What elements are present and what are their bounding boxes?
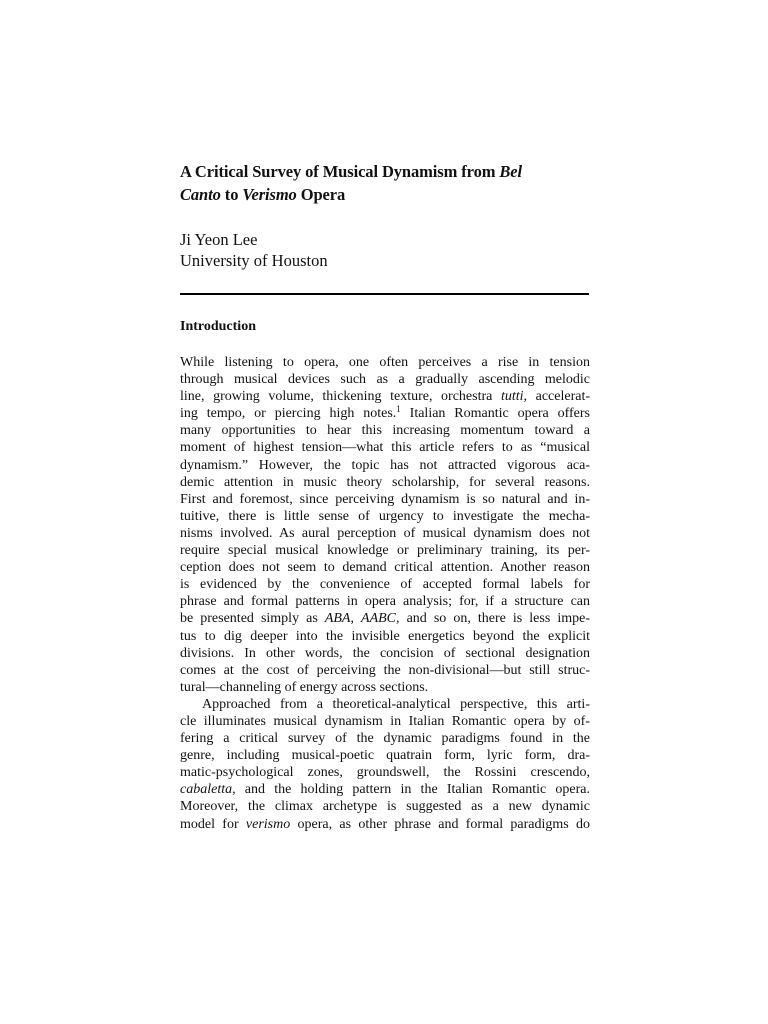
text-line: Moreover, the climax archetype is suggested as a new dynamic [180,799,590,815]
text-line: moment of highest tension—what this article refers to as “musical [180,440,590,456]
title-italic-verismo: Verismo [242,185,297,204]
title-text: A Critical Survey of Musical Dynamism from [180,162,500,181]
text-line [180,405,590,422]
text-line: comes at the cost of perceiving the non-divisional—but still struc- [180,662,590,678]
article-title [180,160,590,206]
text-line: tus to dig deeper into the invisible energetics beyond the explicit [180,628,590,644]
text-line: fering a critical survey of the dynamic paradigms found in the [180,731,590,747]
title-text-to: to [220,185,243,204]
text-line: nisms involved. As aural perception of musical dynamism does not [180,525,590,541]
footnote-ref[interactable]: 1 [396,404,401,415]
text-line [180,781,590,798]
text-span: Italian Romantic opera offers [400,406,590,422]
text-span: , accelerat- [523,389,591,405]
text-line: Approached from a theoretical-analytical perspective, this arti- [202,696,590,712]
title-divider [180,293,589,295]
text-line: dynamism.” However, the topic has not attracted vigorous aca- [180,457,590,473]
text-span: model for [180,816,246,832]
italic-term: ABA [324,611,351,627]
body-paragraphs [180,354,590,833]
text-line: through musical devices such as a gradually ascending melodic [180,372,590,388]
italic-term: verismo [245,816,291,832]
text-line [180,388,590,405]
text-line: divisions. In other words, the concision of sectional designation [180,645,590,661]
author-name: Ji Yeon Lee [180,230,258,249]
title-italic-bel: Bel [499,162,523,181]
italic-term: AABC [361,611,397,627]
text-line [180,610,590,627]
text-span: , and the holding pattern in the Italian Romantic opera. [232,782,590,798]
text-span: , and so on, there is less impe- [396,611,590,627]
text-span: , [350,611,362,627]
text-line: is evidenced by the convenience of accepted formal labels for [180,577,590,593]
text-line: demic attention in music theory scholarship, for several reasons. [180,474,590,490]
italic-term: tutti [500,389,524,405]
text-line [180,816,590,833]
text-span: line, growing volume, thickening texture, orchestra [180,389,501,405]
text-line: First and foremost, since perceiving dynamism is so natural and in- [180,491,590,507]
text-line: many opportunities to hear this increasing momentum toward a [180,423,590,439]
text-line: tural—channeling of energy across sections. [180,679,429,695]
text-span: ing tempo, or piercing high notes. [180,406,397,422]
text-span: be presented simply as [180,611,325,627]
text-line: While listening to opera, one often perceives a rise in tension [180,355,590,370]
text-line: phrase and formal patterns in opera analysis; for, if a structure can [180,594,590,610]
author-affiliation: University of Houston [180,251,328,270]
text-line: tuitive, there is little sense of urgency to investigate the mecha- [180,508,590,524]
text-line: cle illuminates musical dynamism in Italian Romantic opera by of- [180,713,590,729]
title-text-opera: Opera [296,185,346,204]
text-span: opera, as other phrase and formal paradigms do [290,816,590,832]
title-italic-canto: Canto [180,185,221,204]
text-line: genre, including musical-poetic quatrain form, lyric form, dra- [180,748,590,764]
text-line: matic-psychological zones, groundswell, the Rossini crescendo, [180,765,590,781]
italic-term: cabaletta [180,782,233,798]
section-heading: Introduction [180,319,256,334]
article-page [180,160,590,833]
text-line: ception does not seem to demand critical attention. Another reason [180,560,590,576]
text-line: require special musical knowledge or preliminary training, its per- [180,543,590,559]
author-block [180,229,590,271]
